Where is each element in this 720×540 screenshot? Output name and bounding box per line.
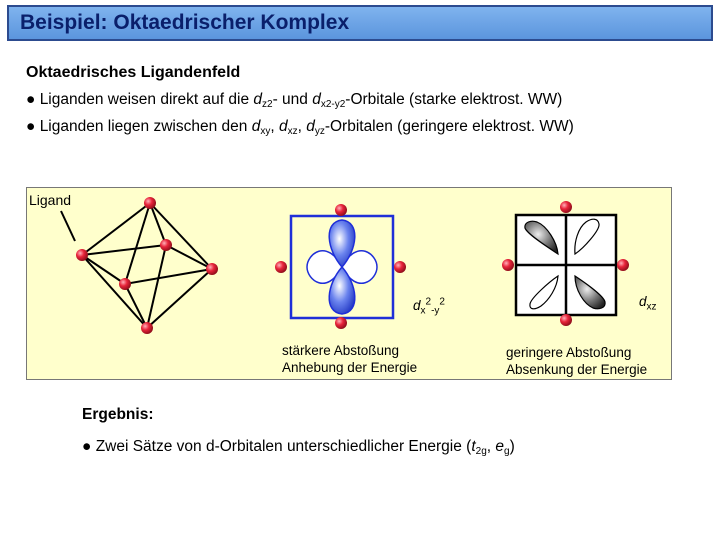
title-bar [0, 0, 720, 46]
dx2y2-label: $d_x^2_{-y}^2$ [413, 296, 445, 317]
ligand-ball [206, 263, 218, 275]
ligand-ball [275, 261, 287, 273]
dxz-label: $d_{xz}$ [639, 294, 657, 313]
slide-title: Beispiel: Oktaedrischer Komplex [20, 11, 350, 34]
ligand-ball [119, 278, 131, 290]
ligand-ball [560, 201, 572, 213]
caption-stronger-repulsion: stärkere Abstoßung Anhebung der Energie [282, 343, 418, 375]
dxz-orbital [502, 201, 629, 326]
bullet-between-ligands: ● Liganden liegen zwischen den $d_{xy}$, $d_{xz}$, $d_{yz}$-Orbitalen (geringere elektrost. WW) [26, 118, 574, 137]
section-heading: Oktaedrisches Ligandenfeld [26, 64, 241, 81]
ligand-ball [560, 314, 572, 326]
ligand-ball [76, 249, 88, 261]
octahedron-edges [82, 203, 212, 328]
bullet-marker: ● [82, 438, 92, 455]
ligand-ball [160, 239, 172, 251]
ligand-ball [394, 261, 406, 273]
bullet-marker: ● [26, 91, 36, 108]
ligand-pointer-line [61, 211, 75, 241]
ligand-ball [617, 259, 629, 271]
ligand-ball [141, 322, 153, 334]
bullet-marker: ● [26, 118, 36, 135]
ligand-field-diagram [26, 187, 672, 380]
ligand-label: Ligand [29, 192, 72, 208]
caption-weaker-repulsion: geringere Abstoßung Absenkung der Energie [506, 345, 648, 377]
ligand-ball [335, 204, 347, 216]
result-heading: Ergebnis: [82, 406, 154, 423]
ligand-ball [502, 259, 514, 271]
ligand-ball [144, 197, 156, 209]
dx2y2-orbital [275, 204, 406, 329]
ligand-ball [335, 317, 347, 329]
result-bullet: ● Zwei Sätze von d-Orbitalen unterschiedlicher Energie ($t_{2g}$, $e_g$) [82, 438, 515, 457]
bullet-direct-ligands: ● Liganden weisen direkt auf die $d_{z2}-$ und $d_{x2-y2}$-Orbitale (starke elektrost. WW) [26, 91, 563, 110]
